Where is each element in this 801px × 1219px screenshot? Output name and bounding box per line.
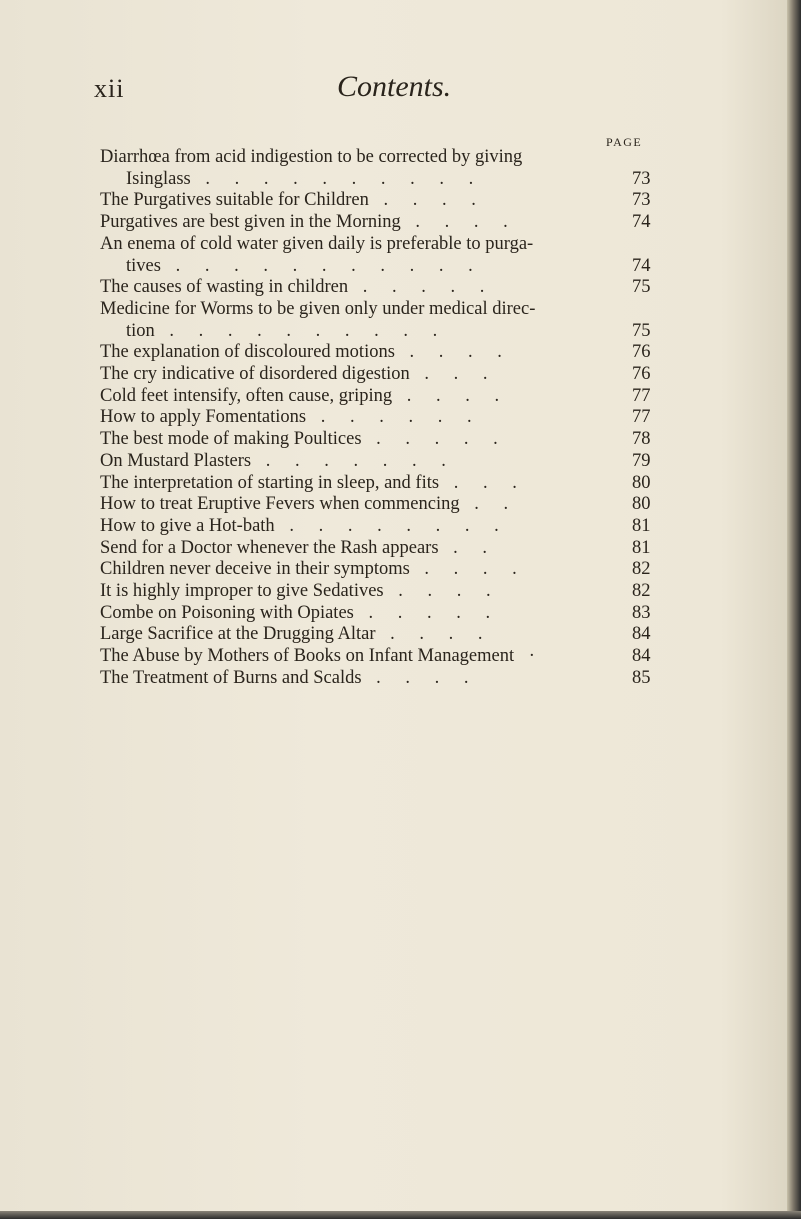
toc-page-number: 78 — [632, 429, 651, 450]
toc-leader-dots: . . . . . . . . . . — [154, 320, 448, 341]
toc-page-number: 81 — [632, 537, 651, 558]
toc-entry-continuation — [100, 169, 660, 191]
toc-entry — [100, 624, 660, 646]
page-bottom-edge — [0, 1211, 801, 1219]
toc-entry-title — [100, 603, 660, 625]
toc-entry-continuation — [100, 321, 660, 343]
toc-entry-title — [100, 364, 660, 386]
page-edge-shadow — [787, 0, 801, 1219]
toc-leader-dots: . . . . — [394, 342, 512, 363]
table-of-contents — [100, 147, 660, 690]
toc-leader-dots: . . . . . . . — [251, 450, 456, 471]
toc-leader-dots: . . . . . — [361, 429, 508, 450]
toc-page-number: 75 — [632, 277, 651, 298]
toc-entry — [100, 516, 660, 538]
toc-leader-dots: . . . . — [368, 190, 486, 211]
toc-page-number: 80 — [632, 494, 651, 515]
toc-leader-dots: · — [514, 646, 545, 667]
toc-entry-title — [100, 212, 660, 234]
toc-entry-title — [100, 581, 660, 603]
toc-entry-text: Children never deceive in their symptoms — [100, 559, 410, 580]
toc-entry-text: On Mustard Plasters — [100, 450, 252, 471]
page-column-label: PAGE — [606, 135, 643, 149]
toc-page-number: 74 — [632, 255, 651, 276]
toc-entry-title — [100, 624, 660, 646]
running-title: Contents. — [337, 70, 452, 103]
toc-page-number: 77 — [632, 407, 651, 428]
toc-leader-dots: . . . . — [392, 385, 510, 406]
toc-entry — [100, 451, 660, 473]
toc-entry-text: The Purgatives suitable for Children — [100, 190, 369, 211]
toc-entry — [100, 234, 660, 277]
toc-page-number: 73 — [632, 168, 651, 189]
toc-entry — [100, 407, 660, 429]
toc-leader-dots: . . . . . . . . . . . — [160, 255, 483, 276]
toc-page-number: 76 — [632, 364, 651, 385]
toc-entry-title — [100, 277, 660, 299]
toc-entry-text: How to give a Hot-bath — [100, 515, 275, 536]
toc-entry-title — [100, 342, 660, 364]
toc-leader-dots: . . . . — [409, 559, 527, 580]
toc-leader-dots: . . . . . — [348, 277, 495, 298]
toc-page-number: 84 — [632, 624, 651, 645]
toc-entry-text: Medicine for Worms to be given only under medical direc- — [100, 298, 536, 319]
toc-entry-continuation — [100, 256, 660, 278]
toc-page-number: 83 — [632, 602, 651, 623]
toc-page-number: 82 — [632, 581, 651, 602]
toc-leader-dots: . . — [459, 494, 519, 515]
toc-page-number: 75 — [632, 320, 651, 341]
toc-entry-title — [100, 429, 660, 451]
running-header — [0, 70, 801, 110]
toc-entry-title — [100, 516, 660, 538]
toc-entry-text: Purgatives are best given in the Morning — [100, 212, 401, 233]
toc-entry-title — [100, 473, 660, 495]
toc-entry-text: How to treat Eruptive Fevers when commencing — [100, 494, 460, 515]
toc-entry-title — [100, 299, 660, 321]
toc-leader-dots: . . . — [409, 364, 498, 385]
toc-entry-text: The Treatment of Burns and Scalds — [100, 667, 362, 688]
toc-leader-dots: . . — [438, 537, 498, 558]
toc-entry-text: Large Sacrifice at the Drugging Altar — [100, 624, 376, 645]
toc-page-number: 79 — [632, 450, 651, 471]
toc-entry — [100, 559, 660, 581]
toc-leader-dots: . . . . . — [353, 602, 501, 623]
toc-entry-text: The interpretation of starting in sleep, and fits — [100, 472, 440, 493]
toc-entry — [100, 668, 660, 690]
toc-entry-text: Cold feet intensify, often cause, griping — [100, 385, 393, 406]
toc-entry — [100, 342, 660, 364]
toc-entry — [100, 473, 660, 495]
toc-leader-dots: . . . . — [400, 212, 518, 233]
toc-leader-dots: . . . . . . — [306, 407, 482, 428]
toc-entry — [100, 429, 660, 451]
toc-entry-text: How to apply Fomentations — [100, 407, 307, 428]
toc-entry-title — [100, 386, 660, 408]
toc-entry-title — [100, 559, 660, 581]
toc-entry-text: Send for a Doctor whenever the Rash appears — [100, 537, 439, 558]
toc-entry-title — [100, 451, 660, 473]
toc-entry — [100, 494, 660, 516]
toc-entry-text: An enema of cold water given daily is preferable to purga- — [100, 233, 534, 254]
toc-page-number: 76 — [632, 342, 651, 363]
toc-entry-text: The cry indicative of disordered digestion — [100, 364, 410, 385]
toc-entry-text: It is highly improper to give Sedatives — [100, 581, 384, 602]
toc-leader-dots: . . . . . . . . — [274, 515, 509, 536]
toc-entry-title — [100, 407, 660, 429]
toc-entry-title — [100, 234, 660, 256]
toc-entry-text: The Abuse by Mothers of Books on Infant Management — [100, 646, 515, 667]
toc-entry — [100, 212, 660, 234]
toc-entry-title — [100, 494, 660, 516]
toc-entry-title — [100, 668, 660, 690]
toc-page-number: 80 — [632, 472, 651, 493]
toc-entry-text: tion — [126, 320, 155, 341]
toc-entry-text: The best mode of making Poultices — [100, 429, 362, 450]
toc-page-number: 84 — [632, 646, 651, 667]
toc-entry-title — [100, 147, 660, 169]
toc-leader-dots: . . . . — [361, 667, 479, 688]
toc-page-number: 85 — [632, 667, 651, 688]
toc-page-number: 82 — [632, 559, 651, 580]
toc-leader-dots: . . . . . . . . . . — [190, 168, 484, 189]
toc-entry-text: The explanation of discoloured motions — [100, 342, 395, 363]
toc-page-number: 77 — [632, 385, 651, 406]
toc-entry-text: Diarrhœa from acid indigestion to be corrected by giving — [100, 147, 523, 167]
toc-leader-dots: . . . . — [383, 581, 501, 602]
toc-entry — [100, 190, 660, 212]
toc-entry-text: The causes of wasting in children — [100, 277, 349, 298]
toc-entry-title — [100, 538, 660, 560]
toc-entry — [100, 299, 660, 342]
toc-entry-title — [100, 646, 660, 668]
page-folio: xii — [94, 74, 125, 103]
toc-entry — [100, 364, 660, 386]
toc-entry — [100, 277, 660, 299]
toc-entry — [100, 538, 660, 560]
toc-entry-text: tives — [126, 255, 161, 276]
toc-leader-dots: . . . . — [375, 624, 493, 645]
toc-page-number: 74 — [632, 212, 651, 233]
toc-page-number: 81 — [632, 515, 651, 536]
toc-leader-dots: . . . — [439, 472, 527, 493]
toc-entry — [100, 147, 660, 190]
toc-entry-text: Combe on Poisoning with Opiates — [100, 602, 354, 623]
toc-entry-text: Isinglass — [126, 168, 191, 189]
toc-entry — [100, 646, 660, 668]
toc-entry — [100, 603, 660, 625]
toc-entry-title — [100, 190, 660, 212]
toc-entry — [100, 386, 660, 408]
toc-entry — [100, 581, 660, 603]
toc-page-number: 73 — [632, 190, 651, 211]
